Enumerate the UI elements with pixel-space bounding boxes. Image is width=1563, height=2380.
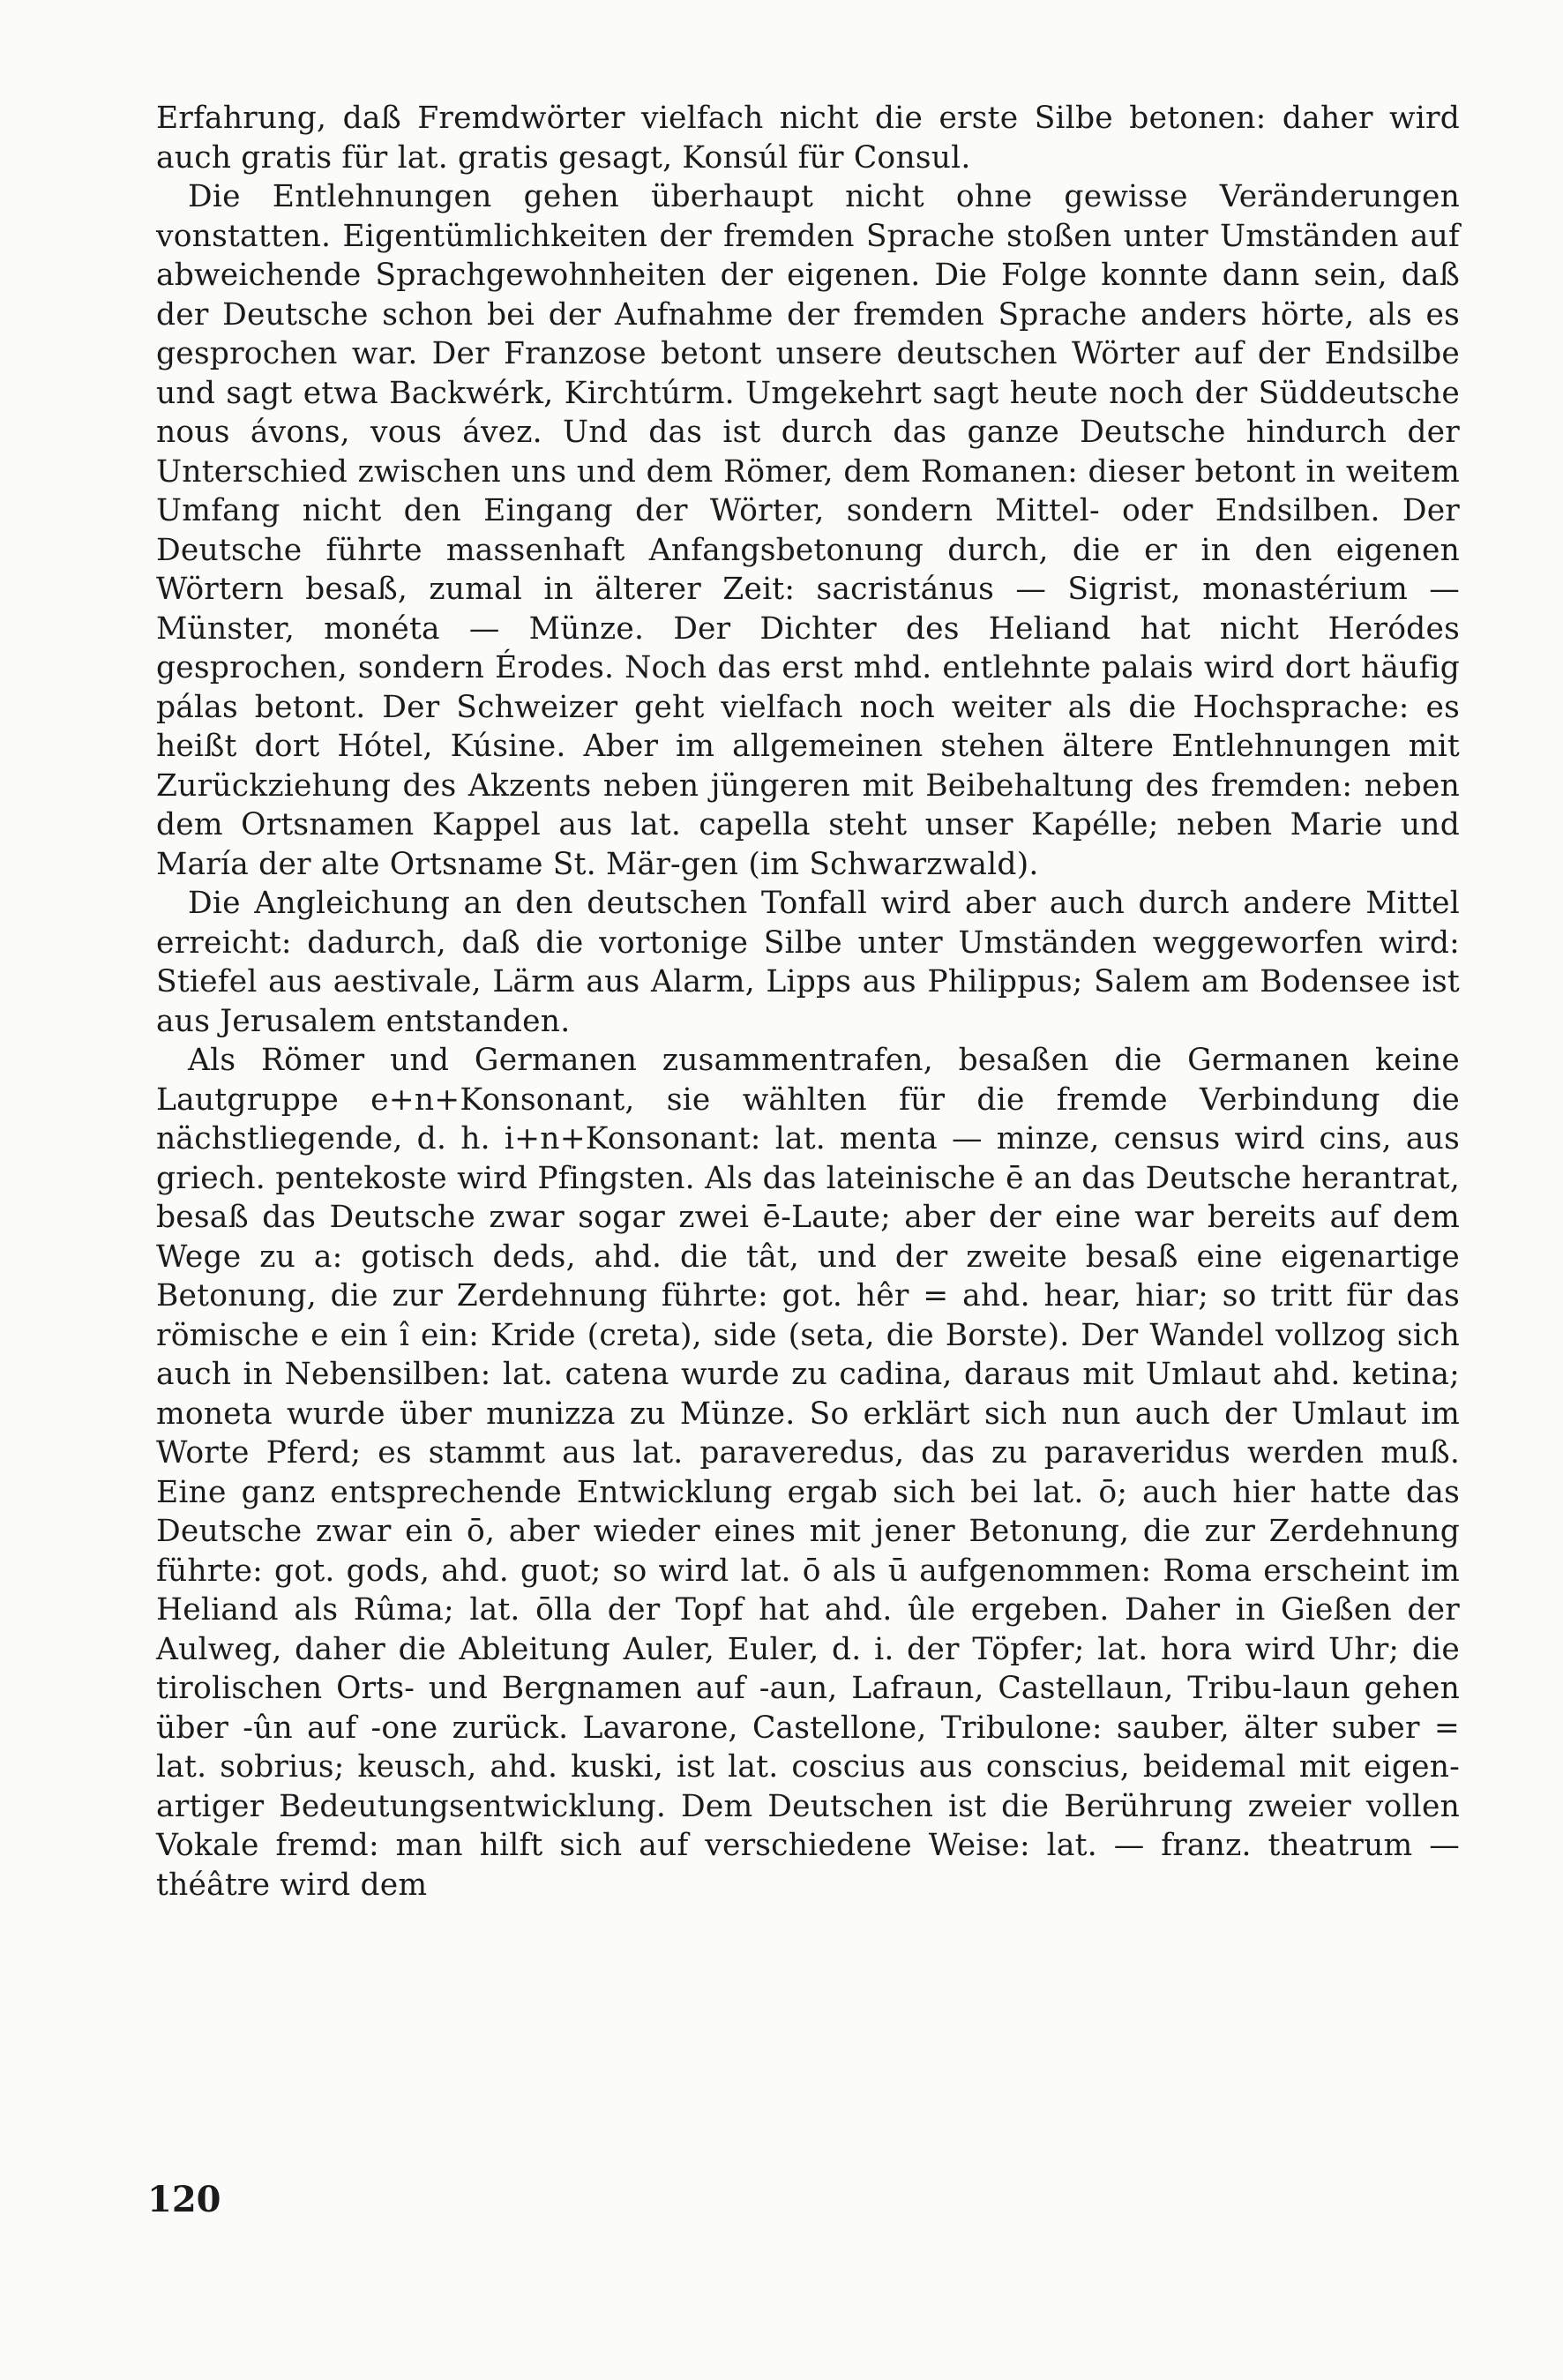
paragraph-1: Erfahrung, daß Fremdwörter vielfach nicht die erste Silbe betonen: daher wird auch gratis für lat. gratis gesagt, Konsúl für Consul. <box>156 101 1460 176</box>
body-text <box>156 99 1460 1905</box>
paragraph-3: Die Angleichung an den deutschen Tonfall wird aber auch durch andere Mittel erreicht: dadurch, daß die vortonige Silbe unter Umständen weggeworfen wird: Stiefel aus aestivale, Lärm aus Alarm, Lipps aus Philippus; Salem am Bodensee ist aus Jerusalem entstanden. <box>156 886 1460 1039</box>
paragraph-2: Die Entlehnungen gehen überhaupt nicht ohne gewisse Veränderungen vonstatten. Eigentümlichkeiten der fremden Sprache stoßen unter Umständen auf abweichende Sprachgewohnheiten der eigenen. Die Folge konnte dann sein, daß der Deutsche schon bei der Aufnahme der fremden Sprache anders hörte, als es gesprochen war. Der Franzose betont unsere deutschen Wörter auf der Endsilbe und sagt etwa Backwérk, Kirchtúrm. Umgekehrt sagt heute noch der Süddeutsche nous ávons, vous ávez. Und das ist durch das ganze Deutsche hindurch der Unterschied zwischen uns und dem Römer, dem Romanen: dieser betont in weitem Umfang nicht den Eingang der Wörter, sondern Mittel- oder Endsilben. Der Deutsche führte massenhaft Anfangsbetonung durch, die er in den eigenen Wörtern besaß, zumal in älterer Zeit: sacristánus — Sigrist, monastérium — Münster, monéta — Münze. Der Dichter des Heliand hat nicht Heródes gesprochen, sondern Érodes. Noch das erst mhd. entlehnte palais wird dort häufig pálas betont. Der Schweizer geht vielfach noch weiter als die Hochsprache: es heißt dort Hótel, Kúsine. Aber im allgemeinen stehen ältere Entlehnungen mit Zurückziehung des Akzents neben jüngeren mit Beibehaltung des fremden: neben dem Ortsnamen Kappel aus lat. capella steht unser Kapélle; neben Marie und María der alte Ortsname St. Mär-gen (im Schwarzwald). <box>156 179 1460 882</box>
paragraph-4: Als Römer und Germanen zusammentrafen, besaßen die Germanen keine Lautgruppe e+n+Konsonant, sie wählten für die fremde Verbindung die nächstliegende, d. h. i+n+Konsonant: lat. menta — minze, census wird cins, aus griech. pentekoste wird Pfingsten. Als das lateinische ē an das Deutsche herantrat, besaß das Deutsche zwar sogar zwei ē-Laute; aber der eine war bereits auf dem Wege zu a: gotisch deds, ahd. die tât, und der zweite besaß eine eigenartige Betonung, die zur Zerdehnung führte: got. hêr = ahd. hear, hiar; so tritt für das römische e ein î ein: Kride (creta), side (seta, die Borste). Der Wandel vollzog sich auch in Nebensilben: lat. catena wurde zu cadina, daraus mit Umlaut ahd. ketina; moneta wurde über munizza zu Münze. So erklärt sich nun auch der Umlaut im Worte Pferd; es stammt aus lat. paraveredus, das zu paraveridus werden muß. Eine ganz entsprechende Entwicklung ergab sich bei lat. ō; auch hier hatte das Deutsche zwar ein ō, aber wieder eines mit jener Betonung, die zur Zerdehnung führte: got. gods, ahd. guot; so wird lat. ō als ū aufgenommen: Roma erscheint im Heliand als Rûma; lat. ōlla der Topf hat ahd. ûle ergeben. Daher in Gießen der Aulweg, daher die Ableitung Auler, Euler, d. i. der Töpfer; lat. hora wird Uhr; die tirolischen Orts- und Bergnamen auf -aun, Lafraun, Castellaun, Tribu-laun gehen über -ûn auf -one zurück. Lavarone, Castellone, Tribulone: sauber, älter suber = lat. sobrius; keusch, ahd. kuski, ist lat. coscius aus conscius, beidemal mit eigen-artiger Bedeutungsentwicklung. Dem Deutschen ist die Berührung zweier vollen Vokale fremd: man hilft sich auf verschiedene Weise: lat. — franz. theatrum — théâtre wird dem <box>156 1043 1460 1903</box>
page-number: 120 <box>147 2179 221 2220</box>
